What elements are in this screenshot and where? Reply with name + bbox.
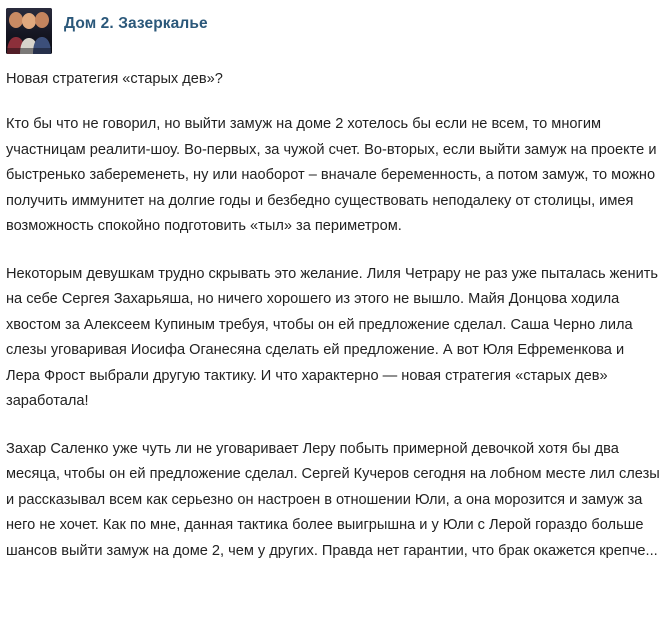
avatar[interactable] bbox=[6, 8, 52, 54]
article-paragraph: Захар Саленко уже чуть ли не уговаривает Леру побыть примерной девочкой хотя бы два месяца, чтобы он ей предложение сделал. Сергей Кучеров сегодня на лобном месте лил слезы и рассказывал всем как серьезно он настроен в отношении Юли, а она морозится и замуж за него не хочет. Как по мне, данная тактика более выигрышна и у Юли с Лерой гораздо больше шансов выйти замуж на доме 2, чем у других. Правда нет гарантии, что брак окажется крепче... bbox=[6, 440, 660, 559]
article-paragraph: Некоторым девушкам трудно скрывать это желание. Лиля Четрару не раз уже пыталась женить на себе Сергея Захарьяша, но ничего хорошего из этого не вышло. Майя Донцова ходила хвостом за Алексеем Купиным требуя, чтобы он ей предложение сделал. Саша Черно лила слезы уговаривая Иосифа Оганесяна сделать ей предложение. А вот Юля Ефременкова и Лера Фрост выбрали другую тактику. И что характерно — новая стратегия «старых дев» заработала! bbox=[6, 265, 659, 409]
page-title: Дом 2. Зазеркалье bbox=[64, 15, 208, 32]
article-lead: Новая стратегия «старых дев»? bbox=[6, 71, 223, 87]
article-paragraph: Кто бы что не говорил, но выйти замуж на доме 2 хотелось бы если не всем, то многим участницам реалити-шоу. Во-первых, за чужой счет. Во-вторых, если выйти замуж на проекте и быстренько забеременеть, ну или наоборот – вначале беременность, а потом замуж, то можно получить иммунитет на долгие годы и безбедно существовать неподалеку от столицы, имея возможность спокойно подготовить «тыл» за периметром. bbox=[6, 116, 657, 234]
post-header bbox=[0, 0, 670, 46]
avatar-image bbox=[6, 8, 52, 54]
article-body bbox=[0, 46, 670, 564]
